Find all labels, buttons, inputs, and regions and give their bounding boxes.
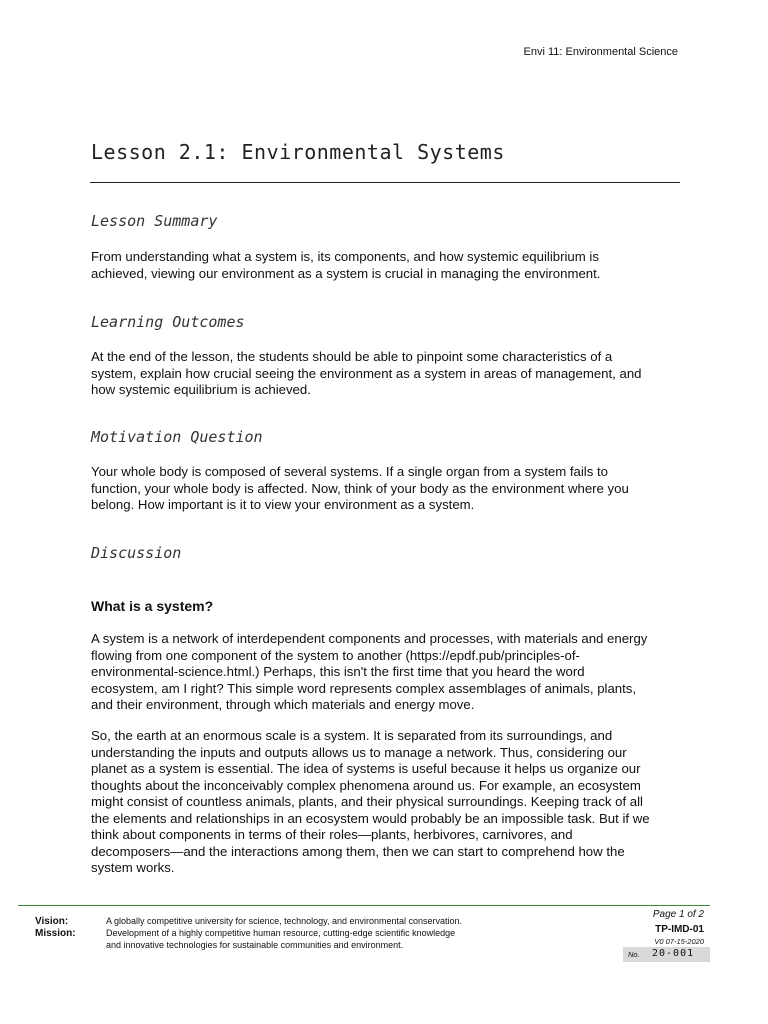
- text-line: From understanding what a system is, its components, and how systemic equilibrium is: [91, 249, 599, 264]
- page-number: Page 1 of 2: [652, 909, 704, 920]
- learning-outcomes-heading: Learning Outcomes: [91, 313, 245, 331]
- text-line: might consist of countless animals, plants, and their physical surroundings. Keeping track of all: [91, 794, 643, 809]
- motivation-question-text: [91, 464, 681, 514]
- text-line: function, your whole body is affected. Now, think of your body as the environment where you: [91, 480, 629, 496]
- lesson-title: Lesson 2.1: Environmental Systems: [91, 140, 505, 164]
- text-line: decomposers—and the interactions among them, then we can start to comprehend how the: [91, 843, 625, 859]
- course-header: Envi 11: Environmental Science: [523, 46, 678, 58]
- document-number-label: No.: [628, 950, 640, 959]
- vision-text: A globally competitive university for science, technology, and environmental conservation.: [106, 916, 463, 926]
- mission-text: [106, 928, 526, 951]
- text-line: think about components in terms of their roles—plants, herbivores, carnivores, and: [91, 827, 573, 842]
- version-date: V0 07-15-2020: [654, 937, 704, 946]
- text-line: and innovative technologies for sustainable communities and environment.: [106, 939, 404, 950]
- text-line: system works.: [91, 860, 175, 875]
- footer-divider: [18, 905, 710, 906]
- document-number-value: 20-001: [652, 948, 695, 959]
- discussion-heading: Discussion: [91, 544, 182, 562]
- text-line: So, the earth at an enormous scale is a system. It is separated from its surroundings, and: [91, 728, 613, 743]
- lesson-summary-heading: Lesson Summary: [91, 212, 218, 230]
- title-divider: [90, 182, 680, 183]
- vision-label: Vision:: [35, 916, 69, 927]
- text-line: how systemic equilibrium is achieved.: [91, 382, 311, 397]
- text-line: achieved, viewing our environment as a system is crucial in managing the environment.: [91, 265, 601, 281]
- text-line: the elements and relationships in an ecosystem would probably be an impossible task. But if we: [91, 810, 650, 826]
- learning-outcomes-text: [91, 349, 681, 399]
- what-is-a-system-heading: What is a system?: [91, 598, 214, 614]
- text-line: environmental-science.html.) Perhaps, this isn't the first time that you heard the word: [91, 664, 585, 679]
- text-line: Development of a highly competitive human resource, cutting-edge scientific knowledge: [106, 928, 456, 938]
- text-line: At the end of the lesson, the students should be able to pinpoint some characteristics of a: [91, 349, 613, 364]
- motivation-question-heading: Motivation Question: [91, 428, 263, 446]
- text-line: ecosystem, am I right? This simple word represents complex assemblages of animals, plants,: [91, 680, 637, 696]
- document-code: TP-IMD-01: [655, 924, 704, 935]
- text-line: planet as a system is essential. The idea of systems is useful because it helps us organize our: [91, 761, 641, 776]
- text-line: and their environment, through which materials and energy move.: [91, 697, 475, 712]
- discussion-paragraph-1: [91, 631, 681, 714]
- text-line: system, explain how crucial seeing the environment as a system in areas of management, and: [91, 365, 642, 381]
- text-line: understanding the inputs and outputs allows us to manage a network. Thus, considering our: [91, 744, 627, 760]
- document-number-box: [623, 947, 710, 962]
- text-line: A system is a network of interdependent components and processes, with materials and energy: [91, 631, 648, 646]
- mission-label: Mission:: [35, 928, 76, 939]
- discussion-paragraph-2: [91, 728, 681, 877]
- text-line: belong. How important is it to view your environment as a system.: [91, 497, 475, 512]
- lesson-summary-text: [91, 249, 681, 282]
- text-line: Your whole body is composed of several systems. If a single organ from a system fails to: [91, 464, 608, 479]
- text-line: flowing from one component of the system to another (https://epdf.pub/principles-of-: [91, 647, 580, 663]
- text-line: thoughts about the inconceivably complex phenomena around us. For example, an ecosystem: [91, 777, 641, 793]
